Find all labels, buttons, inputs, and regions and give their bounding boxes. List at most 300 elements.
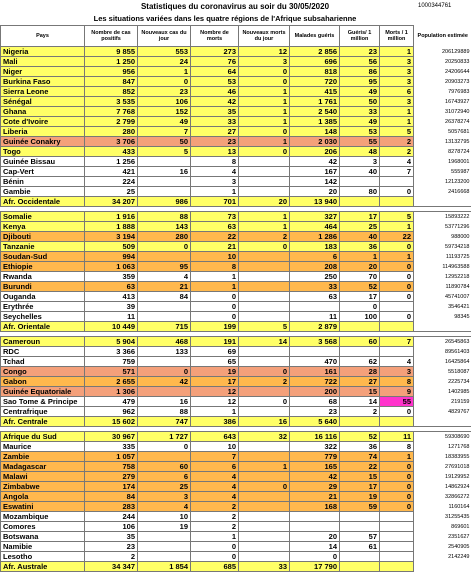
value-cell: 168 — [290, 502, 340, 512]
value-cell: 23 — [138, 87, 191, 97]
value-cell: 19 — [191, 367, 239, 377]
value-cell: 0 — [138, 442, 191, 452]
value-cell: 3 535 — [85, 97, 138, 107]
table-row — [1, 107, 471, 117]
value-cell: 59308690 — [414, 432, 471, 442]
value-cell: 6 — [191, 462, 239, 472]
value-cell — [239, 177, 290, 187]
table-row — [1, 397, 471, 407]
value-cell: 14 — [290, 542, 340, 552]
value-cell: 3 — [239, 57, 290, 67]
value-cell: 359 — [85, 272, 138, 282]
value-cell: 165 — [290, 462, 340, 472]
value-cell: 69 — [191, 347, 239, 357]
value-cell: 1 — [239, 87, 290, 97]
column-header: Population estimée — [417, 33, 468, 39]
value-cell: 10 — [191, 442, 239, 452]
value-cell: 5 — [380, 127, 414, 137]
country-cell: Afr. Orientale — [1, 322, 85, 332]
table-row — [1, 432, 471, 442]
value-cell: 10 — [191, 252, 239, 262]
value-cell: 16 — [138, 397, 191, 407]
value-cell — [380, 532, 414, 542]
value-cell: 183 — [290, 242, 340, 252]
value-cell — [239, 442, 290, 452]
value-cell: 6 — [380, 87, 414, 97]
country-cell: Ouganda — [1, 292, 85, 302]
value-cell: 208 — [290, 262, 340, 272]
value-cell: 0 — [239, 397, 290, 407]
value-cell — [380, 552, 414, 562]
value-cell: 986 — [138, 197, 191, 207]
value-cell — [239, 187, 290, 197]
country-cell: Afrique du Sud — [1, 432, 85, 442]
value-cell: 50 — [340, 97, 380, 107]
value-cell: 42 — [191, 97, 239, 107]
value-cell: 571 — [85, 367, 138, 377]
value-cell — [414, 562, 471, 572]
value-cell: 0 — [380, 312, 414, 322]
value-cell — [239, 292, 290, 302]
value-cell: 701 — [191, 197, 239, 207]
value-cell: 106 — [138, 97, 191, 107]
country-cell: Seychelles — [1, 312, 85, 322]
table-row — [1, 222, 471, 232]
value-cell: 7976983 — [414, 87, 471, 97]
value-cell: 3 — [380, 367, 414, 377]
value-cell: 1 — [239, 97, 290, 107]
value-cell: 4 — [138, 272, 191, 282]
value-cell: 200 — [290, 387, 340, 397]
value-cell: 17 — [191, 377, 239, 387]
value-cell: 327 — [290, 212, 340, 222]
country-cell: Cameroun — [1, 337, 85, 347]
value-cell: 17 790 — [290, 562, 340, 572]
value-cell: 1 — [380, 107, 414, 117]
value-cell: 386 — [191, 417, 239, 427]
value-cell: 1 — [380, 252, 414, 262]
value-cell — [138, 532, 191, 542]
value-cell: 0 — [290, 552, 340, 562]
value-cell — [239, 252, 290, 262]
country-cell: Comores — [1, 522, 85, 532]
value-cell: 3 — [380, 67, 414, 77]
value-cell: 161 — [290, 367, 340, 377]
value-cell: 2 879 — [290, 322, 340, 332]
value-cell: 12 — [239, 47, 290, 57]
value-cell — [239, 542, 290, 552]
value-cell: 55 — [340, 137, 380, 147]
value-cell: 0 — [239, 147, 290, 157]
value-cell: 1 — [239, 117, 290, 127]
table-row — [1, 262, 471, 272]
value-cell: 0 — [138, 77, 191, 87]
value-cell — [138, 157, 191, 167]
table-row — [1, 157, 471, 167]
value-cell: 25 — [340, 222, 380, 232]
value-cell — [239, 552, 290, 562]
country-cell: Bénin — [1, 177, 85, 187]
value-cell: 20250833 — [414, 57, 471, 67]
value-cell: 22 — [191, 232, 239, 242]
value-cell — [239, 167, 290, 177]
value-cell: 722 — [290, 377, 340, 387]
value-cell: 16 116 — [290, 432, 340, 442]
value-cell: 12 — [191, 397, 239, 407]
value-cell: 33 — [239, 562, 290, 572]
value-cell: 715 — [138, 322, 191, 332]
value-cell: 759 — [85, 357, 138, 367]
region-total-row — [1, 417, 471, 427]
value-cell: 11 — [380, 432, 414, 442]
value-cell: 1 — [380, 117, 414, 127]
country-cell: Lesotho — [1, 552, 85, 562]
table-row — [1, 87, 471, 97]
table-row — [1, 117, 471, 127]
value-cell: 1 — [239, 462, 290, 472]
table-row — [1, 282, 471, 292]
value-cell: 24 — [138, 57, 191, 67]
value-cell — [239, 522, 290, 532]
table-row — [1, 167, 471, 177]
value-cell: 0 — [191, 292, 239, 302]
value-cell: 1968001 — [414, 157, 471, 167]
value-cell: 2416668 — [414, 187, 471, 197]
table-row — [1, 97, 471, 107]
country-cell: Afr. Centrale — [1, 417, 85, 427]
value-cell: 53 — [191, 77, 239, 87]
country-cell: Eswatini — [1, 502, 85, 512]
value-cell: 9 — [380, 387, 414, 397]
table-row — [1, 312, 471, 322]
value-cell — [380, 417, 414, 427]
value-cell: 11 — [85, 312, 138, 322]
value-cell: 2 — [191, 522, 239, 532]
value-cell — [290, 512, 340, 522]
value-cell: 26378274 — [414, 117, 471, 127]
value-cell — [380, 347, 414, 357]
value-cell: 3 — [191, 177, 239, 187]
value-cell: 7 — [138, 127, 191, 137]
value-cell: 7 768 — [85, 107, 138, 117]
value-cell: 4 — [191, 167, 239, 177]
value-cell: 21 — [290, 492, 340, 502]
table-row — [1, 77, 471, 87]
value-cell: 63 — [290, 292, 340, 302]
value-cell: 76 — [191, 57, 239, 67]
value-cell: 34 347 — [85, 562, 138, 572]
value-cell: 133 — [138, 347, 191, 357]
value-cell: 464 — [290, 222, 340, 232]
value-cell: 1 916 — [85, 212, 138, 222]
value-cell — [138, 177, 191, 187]
country-cell: Sao Tome & Principe — [1, 397, 85, 407]
value-cell: 16743927 — [414, 97, 471, 107]
value-cell: 24206644 — [414, 67, 471, 77]
country-cell: Djibouti — [1, 232, 85, 242]
value-cell — [239, 272, 290, 282]
value-cell: 1271768 — [414, 442, 471, 452]
value-cell: 0 — [191, 312, 239, 322]
value-cell: 114963588 — [414, 262, 471, 272]
value-cell: 32 — [239, 432, 290, 442]
value-cell: 2 — [380, 137, 414, 147]
value-cell: 433 — [85, 147, 138, 157]
value-cell: 555987 — [414, 167, 471, 177]
value-cell: 415 — [290, 87, 340, 97]
country-cell: Gabon — [1, 377, 85, 387]
value-cell — [340, 347, 380, 357]
value-cell — [239, 282, 290, 292]
value-cell — [380, 197, 414, 207]
value-cell: 0 — [380, 407, 414, 417]
country-cell: Botswana — [1, 532, 85, 542]
value-cell: 643 — [191, 432, 239, 442]
value-cell: 279 — [85, 472, 138, 482]
table-row — [1, 532, 471, 542]
value-cell: 0 — [138, 242, 191, 252]
value-cell: 5057681 — [414, 127, 471, 137]
value-cell: 4829767 — [414, 407, 471, 417]
value-cell: 0 — [138, 367, 191, 377]
header-row — [1, 26, 471, 47]
country-cell: Malawi — [1, 472, 85, 482]
country-cell: Maurice — [1, 442, 85, 452]
value-cell: 20903273 — [414, 77, 471, 87]
value-cell: 18383955 — [414, 452, 471, 462]
value-cell: 3 194 — [85, 232, 138, 242]
value-cell: 5 904 — [85, 337, 138, 347]
value-cell — [340, 417, 380, 427]
table-row — [1, 367, 471, 377]
value-cell: 49 — [340, 87, 380, 97]
value-cell: 3 — [380, 77, 414, 87]
value-cell — [239, 472, 290, 482]
value-cell: 1 727 — [138, 432, 191, 442]
value-cell: 23 — [191, 137, 239, 147]
country-cell: Sierra Leone — [1, 87, 85, 97]
value-cell: 20 — [290, 532, 340, 542]
value-cell: 143 — [138, 222, 191, 232]
value-cell: 0 — [239, 367, 290, 377]
country-cell: Togo — [1, 147, 85, 157]
value-cell: 14 — [239, 337, 290, 347]
table-row — [1, 147, 471, 157]
table-row — [1, 337, 471, 347]
value-cell — [380, 522, 414, 532]
value-cell: 53771296 — [414, 222, 471, 232]
value-cell: 747 — [138, 417, 191, 427]
value-cell: 0 — [239, 242, 290, 252]
value-cell: 468 — [138, 337, 191, 347]
value-cell: 26545863 — [414, 337, 471, 347]
value-cell: 1 888 — [85, 222, 138, 232]
value-cell — [414, 197, 471, 207]
column-header: Morts / 1 million — [380, 26, 414, 47]
value-cell: 1 — [138, 67, 191, 77]
value-cell: 64 — [191, 67, 239, 77]
value-cell: 27691018 — [414, 462, 471, 472]
value-cell: 15 — [340, 472, 380, 482]
table-row — [1, 357, 471, 367]
value-cell: 12952218 — [414, 272, 471, 282]
value-cell: 84 — [85, 492, 138, 502]
value-cell: 167 — [290, 167, 340, 177]
country-cell: Ghana — [1, 107, 85, 117]
value-cell — [414, 417, 471, 427]
value-cell: 1 — [191, 407, 239, 417]
country-cell: Somalie — [1, 212, 85, 222]
value-cell: 7 — [380, 167, 414, 177]
value-cell: 199 — [191, 322, 239, 332]
value-cell: 0 — [380, 482, 414, 492]
value-cell: 27 — [191, 127, 239, 137]
country-cell: Soudan-Sud — [1, 252, 85, 262]
value-cell: 720 — [290, 77, 340, 87]
value-cell: 1 — [191, 532, 239, 542]
value-cell: 0 — [191, 542, 239, 552]
country-cell: Rwanda — [1, 272, 85, 282]
country-cell: Gambie — [1, 187, 85, 197]
value-cell: 4 — [191, 482, 239, 492]
country-cell: Centrafrique — [1, 407, 85, 417]
value-cell: 5518087 — [414, 367, 471, 377]
value-cell: 45741007 — [414, 292, 471, 302]
value-cell: 421 — [85, 167, 138, 177]
value-cell — [340, 552, 380, 562]
value-cell: 8 — [191, 262, 239, 272]
value-cell: 80 — [340, 187, 380, 197]
value-cell: 2 — [191, 502, 239, 512]
value-cell: 2 — [239, 377, 290, 387]
value-cell: 10 449 — [85, 322, 138, 332]
value-cell: 219159 — [414, 397, 471, 407]
value-cell — [380, 302, 414, 312]
table-row — [1, 492, 471, 502]
value-cell: 22 — [380, 232, 414, 242]
value-cell: 509 — [85, 242, 138, 252]
value-cell: 30 967 — [85, 432, 138, 442]
value-cell: 0 — [380, 242, 414, 252]
region-total-row — [1, 197, 471, 207]
country-cell: Afr. Occidentale — [1, 197, 85, 207]
page-subtitle: Les situations variées dans les quatre régions de l'Afrique subsaharienne — [60, 14, 390, 23]
value-cell: 962 — [85, 407, 138, 417]
table-row — [1, 407, 471, 417]
value-cell: 22 — [340, 462, 380, 472]
value-cell — [138, 357, 191, 367]
table-row — [1, 232, 471, 242]
value-cell — [239, 502, 290, 512]
country-cell: Zambie — [1, 452, 85, 462]
value-cell: 15 — [340, 387, 380, 397]
table-row — [1, 127, 471, 137]
country-cell: Mozambique — [1, 512, 85, 522]
value-cell: 2540905 — [414, 542, 471, 552]
value-cell: 818 — [290, 67, 340, 77]
value-cell: 61 — [340, 542, 380, 552]
value-cell: 413 — [85, 292, 138, 302]
value-cell: 1 057 — [85, 452, 138, 462]
value-cell: 1 — [380, 47, 414, 57]
value-cell: 65 — [191, 357, 239, 367]
value-cell: 1 — [191, 187, 239, 197]
region-total-row — [1, 322, 471, 332]
value-cell: 994 — [85, 252, 138, 262]
value-cell: 6 — [138, 472, 191, 482]
table-row — [1, 502, 471, 512]
country-cell: Guinée Equatoriale — [1, 387, 85, 397]
table-row — [1, 442, 471, 452]
value-cell: 35 — [85, 532, 138, 542]
country-cell: Cap-Vert — [1, 167, 85, 177]
value-cell: 21 — [191, 242, 239, 252]
value-cell — [380, 542, 414, 552]
value-cell: 5 640 — [290, 417, 340, 427]
value-cell: 142 — [290, 177, 340, 187]
value-cell: 0 — [340, 302, 380, 312]
value-cell: 1 — [239, 107, 290, 117]
value-cell: 4 — [191, 472, 239, 482]
table-row — [1, 292, 471, 302]
value-cell: 100 — [340, 312, 380, 322]
table-row — [1, 302, 471, 312]
value-cell: 28 — [340, 367, 380, 377]
value-cell: 21 — [138, 282, 191, 292]
country-cell: Sénégal — [1, 97, 85, 107]
value-cell: 869601 — [414, 522, 471, 532]
value-cell: 685 — [191, 562, 239, 572]
value-cell: 89561403 — [414, 347, 471, 357]
value-cell: 7 — [380, 337, 414, 347]
value-cell — [239, 512, 290, 522]
value-cell: 1 761 — [290, 97, 340, 107]
value-cell: 42 — [138, 377, 191, 387]
value-cell: 55 — [380, 397, 414, 407]
value-cell: 49 — [340, 117, 380, 127]
value-cell: 0 — [380, 472, 414, 482]
value-cell — [239, 302, 290, 312]
country-cell: Congo — [1, 367, 85, 377]
value-cell: 0 — [191, 552, 239, 562]
value-cell: 106 — [85, 522, 138, 532]
country-cell: Ethiopie — [1, 262, 85, 272]
country-cell: Tchad — [1, 357, 85, 367]
table-row — [1, 57, 471, 67]
value-cell: 1160164 — [414, 502, 471, 512]
value-cell: 14 — [340, 397, 380, 407]
table-row — [1, 482, 471, 492]
value-cell: 2 — [191, 512, 239, 522]
table-row — [1, 187, 471, 197]
value-cell: 15893222 — [414, 212, 471, 222]
value-cell: 13 — [191, 147, 239, 157]
value-cell: 36 — [340, 442, 380, 452]
value-cell: 4 — [138, 502, 191, 512]
value-cell: 8 — [191, 157, 239, 167]
value-cell — [239, 312, 290, 322]
value-cell: 46 — [191, 87, 239, 97]
value-cell: 2 — [380, 147, 414, 157]
value-cell: 1 256 — [85, 157, 138, 167]
table-row — [1, 272, 471, 282]
column-header: Guéris/ 1 million — [340, 26, 380, 47]
value-cell: 0 — [239, 127, 290, 137]
value-cell: 2 540 — [290, 107, 340, 117]
value-cell: 17 — [340, 212, 380, 222]
value-cell — [239, 452, 290, 462]
value-cell: 6 — [290, 252, 340, 262]
